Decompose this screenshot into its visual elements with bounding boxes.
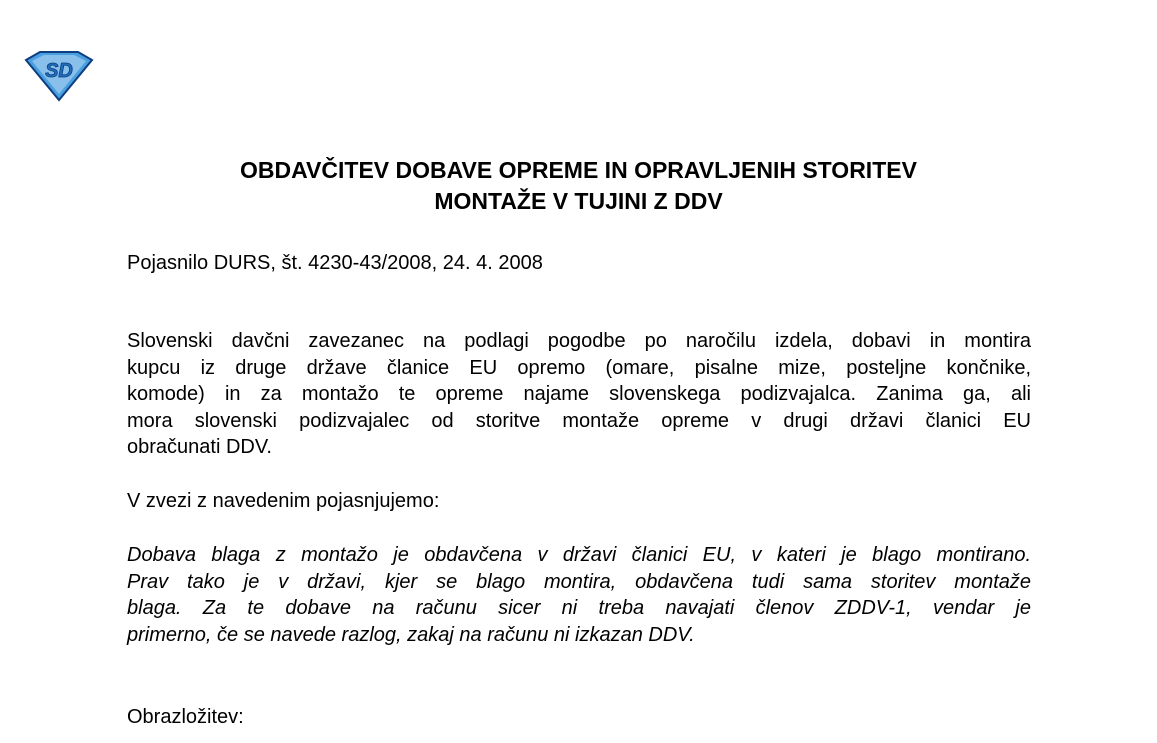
company-logo xyxy=(22,50,96,102)
paragraph-line: komode) in za montažo te opreme najame slovenskega podizvajalca. Zanima ga, ali xyxy=(127,383,1031,405)
paragraph-line: Prav tako je v državi, kjer se blago montira, obdavčena tudi sama storitev montaže xyxy=(127,570,1031,593)
paragraph-line: primerno, če se navede razlog, zakaj na računu ni izkazan DDV. xyxy=(127,623,695,646)
paragraph-line: Dobava blaga z montažo je obdavčena v državi članici EU, v kateri je blago montirano. xyxy=(127,544,1031,566)
document-title xyxy=(0,155,1157,217)
paragraph-line: obračunati DDV. xyxy=(127,436,272,458)
intro-paragraph: V zvezi z navedenim pojasnjujemo: xyxy=(127,490,440,512)
paragraph-line: blaga. Za te dobave na računu sicer ni treba navajati členov ZDDV-1, vendar je xyxy=(127,597,1031,619)
answer-paragraph xyxy=(127,542,1031,648)
paragraph-line: mora slovenski podizvajalec od storitve montaže opreme v drugi državi članici EU xyxy=(127,409,1031,432)
explanation-heading: Obrazložitev: xyxy=(127,706,244,728)
title-line-1: OBDAVČITEV DOBAVE OPREME IN OPRAVLJENIH STORITEV xyxy=(240,157,917,183)
shield-logo-icon xyxy=(22,50,96,102)
title-line-2: MONTAŽE V TUJINI Z DDV xyxy=(434,188,723,214)
svg-text:SD: SD xyxy=(45,60,73,82)
reference-line: Pojasnilo DURS, št. 4230-43/2008, 24. 4. 2008 xyxy=(127,252,543,274)
paragraph-line: Slovenski davčni zavezanec na podlagi pogodbe po naročilu izdela, dobavi in montira xyxy=(127,330,1031,352)
question-paragraph xyxy=(127,328,1031,461)
paragraph-line: kupcu iz druge države članice EU opremo (omare, pisalne mize, posteljne končnike, xyxy=(127,356,1031,379)
